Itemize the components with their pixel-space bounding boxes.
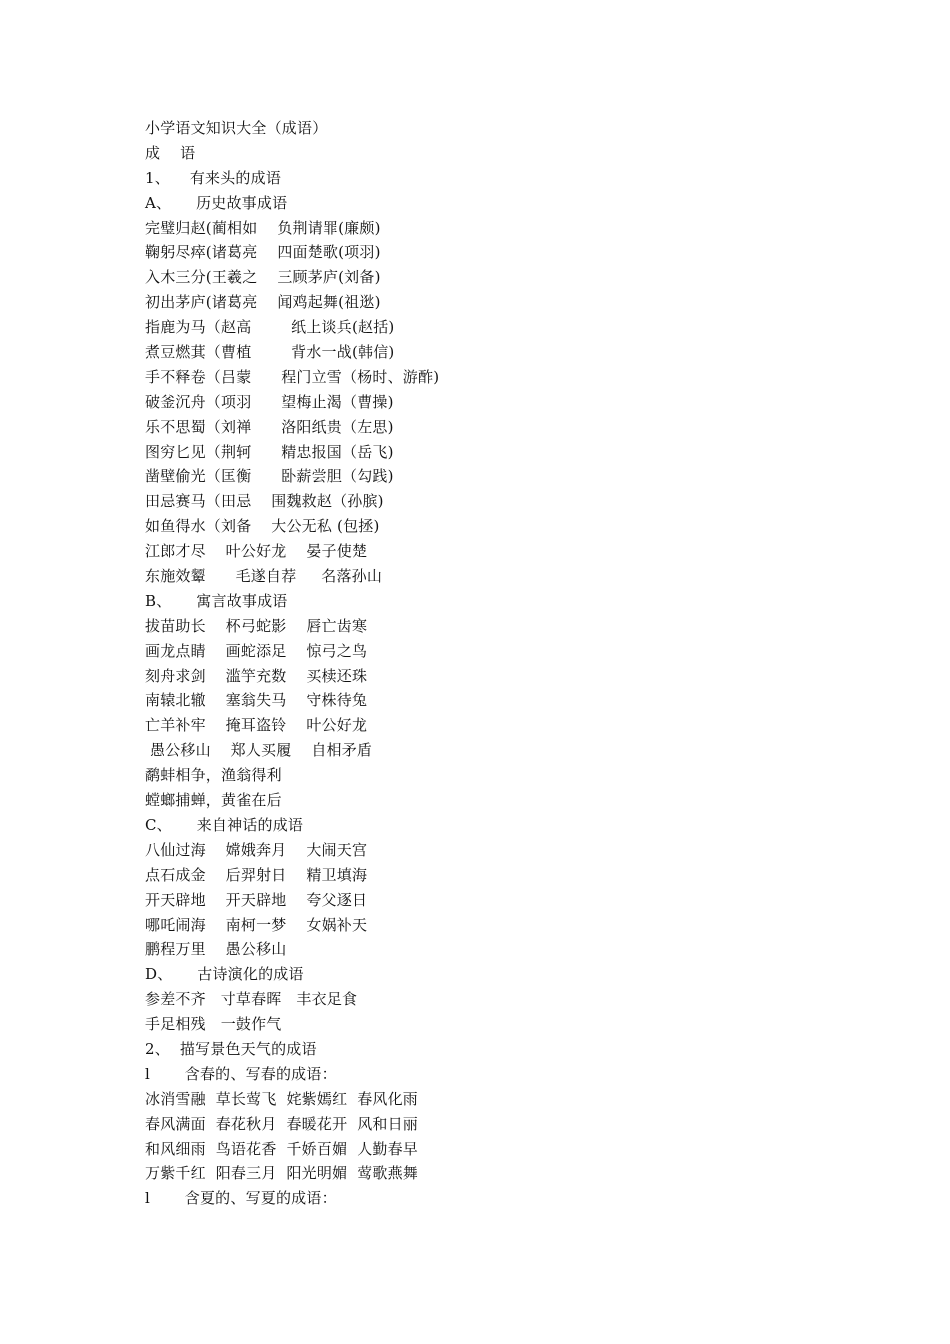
subsection-heading: C、 来自神话的成语: [145, 815, 304, 834]
text-line: 乐不思蜀（刘禅 洛阳纸贵（左思): [145, 417, 394, 436]
text-line: 参差不齐 寸草春晖 丰衣足食: [145, 990, 358, 1009]
subsection-heading: B、 寓言故事成语: [145, 591, 288, 610]
text-line: 哪吒闹海 南柯一梦 女娲补天: [145, 915, 368, 934]
text-line: 鞠躬尽瘁(诸葛亮 四面楚歌(项羽): [145, 243, 381, 262]
text-line: 初出茅庐(诸葛亮 闻鸡起舞(祖逖): [145, 293, 381, 312]
text-line: 凿壁偷光（匡衡 卧薪尝胆（勾践): [145, 467, 394, 486]
text-line: 冰消雪融 草长莺飞 姹紫嫣红 春风化雨: [145, 1089, 419, 1108]
text-line: 东施效颦 毛遂自荐 名落孙山: [145, 567, 383, 586]
text-line: 手足相残 一鼓作气: [145, 1015, 282, 1034]
text-line: 刻舟求剑 滥竽充数 买椟还珠: [145, 666, 368, 685]
text-line: 图穷匕见（荆轲 精忠报国（岳飞): [145, 442, 394, 461]
text-line: 江郎才尽 叶公好龙 晏子使楚: [145, 542, 368, 561]
text-line: 螳螂捕蝉，黄雀在后: [145, 791, 282, 810]
text-line: 手不释卷（吕蒙 程门立雪（杨时、游酢): [145, 367, 440, 386]
bullet-heading: l 含夏的、写夏的成语：: [145, 1189, 337, 1208]
text-line: 万紫千红 阳春三月 阳光明媚 莺歌燕舞: [145, 1164, 419, 1183]
section-heading: 成 语: [145, 143, 196, 162]
text-line: 愚公移山 郑人买履 自相矛盾: [145, 741, 373, 760]
text-line: 南辕北辙 塞翁失马 守株待兔: [145, 691, 368, 710]
section-heading: 1、 有来头的成语: [145, 168, 282, 187]
text-line: 和风细雨 鸟语花香 千娇百媚 人勤春早: [145, 1139, 419, 1158]
subsection-heading: A、 历史故事成语: [145, 193, 288, 212]
bullet-heading: l 含春的、写春的成语：: [145, 1064, 337, 1083]
text-line: 点石成金 后羿射日 精卫填海: [145, 865, 368, 884]
text-line: 开天辟地 开天辟地 夸父逐日: [145, 890, 368, 909]
text-line: 破釜沉舟（项羽 望梅止渴（曹操): [145, 392, 394, 411]
text-line: 鹬蚌相争，渔翁得利: [145, 766, 282, 785]
text-line: 春风满面 春花秋月 春暖花开 风和日丽: [145, 1114, 419, 1133]
text-line: 入木三分(王羲之 三顾茅庐(刘备): [145, 268, 381, 287]
subsection-heading: D、 古诗演化的成语: [145, 965, 304, 984]
text-line: 画龙点睛 画蛇添足 惊弓之鸟: [145, 641, 368, 660]
text-line: 亡羊补牢 掩耳盗铃 叶公好龙: [145, 716, 368, 735]
document-body: [145, 116, 845, 1211]
text-line: 鹏程万里 愚公移山: [145, 940, 287, 959]
section-heading: 2、 描写景色天气的成语: [145, 1039, 317, 1058]
text-line: 八仙过海 嫦娥奔月 大闹天宫: [145, 840, 368, 859]
text-line: 指鹿为马（赵高 纸上谈兵(赵括): [145, 318, 395, 337]
text-line: 拔苗助长 杯弓蛇影 唇亡齿寒: [145, 616, 368, 635]
text-line: 完璧归赵(蔺相如 负荆请罪(廉颇): [145, 218, 381, 237]
text-line: 如鱼得水（刘备 大公无私 (包拯): [145, 517, 380, 536]
document-title: 小学语文知识大全（成语）: [145, 119, 328, 137]
text-line: 煮豆燃萁（曹植 背水一战(韩信): [145, 343, 395, 362]
text-line: 田忌赛马（田忌 围魏救赵（孙膑): [145, 492, 384, 511]
